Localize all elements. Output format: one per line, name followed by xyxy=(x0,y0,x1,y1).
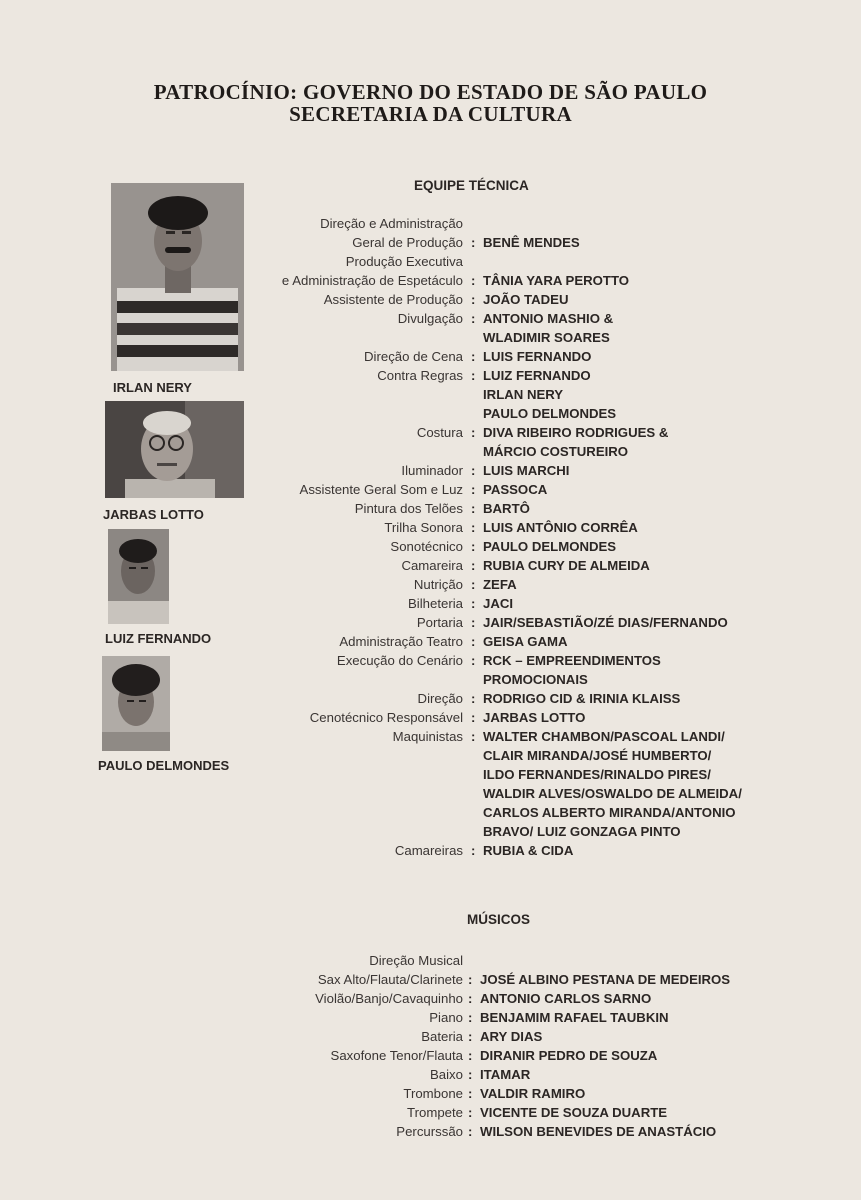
credit-separator: : xyxy=(468,1048,473,1063)
credit-name: RCK – EMPREENDIMENTOS xyxy=(483,653,661,668)
credit-role: Geral de Produção xyxy=(352,235,463,250)
credit-separator: : xyxy=(471,615,476,630)
credit-separator: : xyxy=(471,273,476,288)
credit-row xyxy=(0,328,861,347)
credit-name: JACI xyxy=(483,596,514,611)
credit-row xyxy=(0,518,861,537)
credit-separator: : xyxy=(471,596,476,611)
credit-name: TÂNIA YARA PEROTTO xyxy=(483,273,630,288)
credit-row xyxy=(0,480,861,499)
credit-role: Direção xyxy=(417,691,463,706)
credit-role: Assistente Geral Som e Luz xyxy=(299,482,463,497)
credit-row xyxy=(0,1065,861,1084)
credit-separator: : xyxy=(471,520,476,535)
credit-separator: : xyxy=(471,482,476,497)
credit-row xyxy=(0,309,861,328)
credit-name: LUIS FERNANDO xyxy=(483,349,592,364)
credit-role: Direção e Administração xyxy=(320,216,463,231)
credit-separator: : xyxy=(468,1105,473,1120)
credit-name: BRAVO/ LUIZ GONZAGA PINTO xyxy=(483,824,681,839)
credit-role: Maquinistas xyxy=(392,729,463,744)
credit-name: WILSON BENEVIDES DE ANASTÁCIO xyxy=(480,1124,717,1139)
credit-role: Trilha Sonora xyxy=(384,520,463,535)
credit-separator: : xyxy=(468,1124,473,1139)
credit-name: WLADIMIR SOARES xyxy=(483,330,610,345)
sponsor-heading: PATROCÍNIO: GOVERNO DO ESTADO DE SÃO PAULO xyxy=(153,80,708,104)
credit-name: PAULO DELMONDES xyxy=(483,406,617,421)
credit-separator: : xyxy=(471,710,476,725)
credit-row xyxy=(0,632,861,651)
credit-name: LUIZ FERNANDO xyxy=(483,368,591,383)
credit-name: JOSÉ ALBINO PESTANA DE MEDEIROS xyxy=(480,972,731,987)
credit-name: RODRIGO CID & IRINIA KLAISS xyxy=(483,691,681,706)
credit-separator: : xyxy=(471,558,476,573)
credit-name: VALDIR RAMIRO xyxy=(480,1086,586,1101)
credit-row xyxy=(0,651,861,670)
credit-role: Administração Teatro xyxy=(339,634,463,649)
credit-name: BARTÔ xyxy=(483,501,530,516)
credit-name: IRLAN NERY xyxy=(483,387,564,402)
credit-row xyxy=(0,385,861,404)
credit-separator: : xyxy=(468,1067,473,1082)
photo-caption: PAULO DELMONDES xyxy=(98,758,230,773)
credit-name: PASSOCA xyxy=(483,482,548,497)
credit-separator: : xyxy=(471,634,476,649)
credit-separator: : xyxy=(468,1010,473,1025)
credit-name: ILDO FERNANDES/RINALDO PIRES/ xyxy=(483,767,711,782)
credit-role: Percurssão xyxy=(396,1124,463,1139)
credit-name: LUIS MARCHI xyxy=(483,463,570,478)
credit-separator: : xyxy=(471,292,476,307)
credit-name: PROMOCIONAIS xyxy=(483,672,588,687)
credit-row xyxy=(0,708,861,727)
credit-row xyxy=(0,803,861,822)
credit-role: Iluminador xyxy=(401,463,463,478)
credit-separator: : xyxy=(468,991,473,1006)
credit-row xyxy=(0,499,861,518)
credit-role: Contra Regras xyxy=(377,368,463,383)
credit-row xyxy=(0,1103,861,1122)
credit-row xyxy=(0,951,861,970)
credit-row xyxy=(0,556,861,575)
credit-name: CLAIR MIRANDA/JOSÉ HUMBERTO/ xyxy=(483,748,712,763)
credit-row xyxy=(0,271,861,290)
credit-role: e Administração de Espetáculo xyxy=(281,273,463,288)
credit-role: Violão/Banjo/Cavaquinho xyxy=(315,991,463,1006)
credit-separator: : xyxy=(471,843,476,858)
credit-name: CARLOS ALBERTO MIRANDA/ANTONIO xyxy=(483,805,736,820)
credit-name: ITAMAR xyxy=(480,1067,531,1082)
credit-role: Execução do Cenário xyxy=(336,653,463,668)
credit-row xyxy=(0,1027,861,1046)
musicos-title: MÚSICOS xyxy=(467,912,531,927)
credit-role: Saxofone Tenor/Flauta xyxy=(330,1048,463,1063)
credit-name: PAULO DELMONDES xyxy=(483,539,617,554)
equipe-tecnica-title: EQUIPE TÉCNICA xyxy=(414,178,529,193)
photo-caption: JARBAS LOTTO xyxy=(103,507,204,522)
credit-name: JARBAS LOTTO xyxy=(483,710,586,725)
credit-separator: : xyxy=(471,235,476,250)
credit-row xyxy=(0,404,861,423)
credit-name: DIVA RIBEIRO RODRIGUES & xyxy=(483,425,669,440)
credit-row xyxy=(0,1008,861,1027)
equipe-tecnica-list xyxy=(0,214,861,860)
credit-row xyxy=(0,461,861,480)
credit-role: Camareira xyxy=(401,558,463,573)
credit-role: Direção Musical xyxy=(369,953,463,968)
credit-name: ANTONIO CARLOS SARNO xyxy=(480,991,652,1006)
credit-row xyxy=(0,613,861,632)
credit-separator: : xyxy=(468,972,473,987)
credit-row xyxy=(0,575,861,594)
credit-name: BENÊ MENDES xyxy=(483,235,580,250)
credit-role: Direção de Cena xyxy=(364,349,463,364)
credit-name: DIRANIR PEDRO DE SOUZA xyxy=(480,1048,658,1063)
credit-separator: : xyxy=(471,349,476,364)
credit-name: RUBIA & CIDA xyxy=(483,843,574,858)
credit-row xyxy=(0,746,861,765)
credit-role: Divulgação xyxy=(397,311,463,326)
credit-row xyxy=(0,233,861,252)
credit-separator: : xyxy=(471,729,476,744)
credit-role: Bateria xyxy=(421,1029,463,1044)
credit-separator: : xyxy=(471,691,476,706)
credit-role: Assistente de Produção xyxy=(323,292,463,307)
credit-role: Sonotécnico xyxy=(390,539,463,554)
credit-separator: : xyxy=(471,463,476,478)
credit-row xyxy=(0,594,861,613)
credit-separator: : xyxy=(471,539,476,554)
credit-role: Bilheteria xyxy=(408,596,463,611)
credit-row xyxy=(0,347,861,366)
credit-role: Trombone xyxy=(403,1086,463,1101)
credit-row xyxy=(0,1122,861,1141)
credit-role: Nutrição xyxy=(413,577,463,592)
credit-name: MÁRCIO COSTUREIRO xyxy=(483,444,629,459)
secretariat-heading: SECRETARIA DA CULTURA xyxy=(289,102,572,126)
credit-name: JAIR/SEBASTIÃO/ZÉ DIAS/FERNANDO xyxy=(483,615,728,630)
credit-row xyxy=(0,290,861,309)
credit-role: Cenotécnico Responsável xyxy=(309,710,463,725)
credit-row xyxy=(0,1046,861,1065)
photo-caption: LUIZ FERNANDO xyxy=(105,631,212,646)
photo-caption: IRLAN NERY xyxy=(113,380,192,395)
credit-separator: : xyxy=(468,1029,473,1044)
credit-name: RUBIA CURY DE ALMEIDA xyxy=(483,558,650,573)
credit-separator: : xyxy=(471,653,476,668)
credit-name: WALTER CHAMBON/PASCOAL LANDI/ xyxy=(483,729,725,744)
credit-role: Produção Executiva xyxy=(345,254,463,269)
credit-role: Sax Alto/Flauta/Clarinete xyxy=(317,972,463,987)
credit-row xyxy=(0,537,861,556)
credit-role: Portaria xyxy=(416,615,463,630)
credit-role: Baixo xyxy=(430,1067,463,1082)
credit-row xyxy=(0,670,861,689)
credit-separator: : xyxy=(471,311,476,326)
credit-row xyxy=(0,727,861,746)
credit-separator: : xyxy=(468,1086,473,1101)
credit-role: Piano xyxy=(429,1010,463,1025)
credit-row xyxy=(0,442,861,461)
credit-row xyxy=(0,841,861,860)
credit-name: BENJAMIM RAFAEL TAUBKIN xyxy=(480,1010,669,1025)
credit-name: GEISA GAMA xyxy=(483,634,568,649)
credit-name: WALDIR ALVES/OSWALDO DE ALMEIDA/ xyxy=(483,786,742,801)
credit-row xyxy=(0,822,861,841)
credit-row xyxy=(0,423,861,442)
musicos-list xyxy=(0,951,861,1141)
credit-name: ZEFA xyxy=(483,577,517,592)
credit-row xyxy=(0,784,861,803)
credit-name: VICENTE DE SOUZA DUARTE xyxy=(480,1105,668,1120)
credit-role: Costura xyxy=(416,425,463,440)
credit-name: ANTONIO MASHIO & xyxy=(483,311,614,326)
credit-row xyxy=(0,252,861,271)
credit-separator: : xyxy=(471,425,476,440)
credit-role: Camareiras xyxy=(394,843,463,858)
credit-row xyxy=(0,366,861,385)
credit-separator: : xyxy=(471,577,476,592)
credit-row xyxy=(0,765,861,784)
credit-row xyxy=(0,214,861,233)
credit-name: LUIS ANTÔNIO CORRÊA xyxy=(483,520,638,535)
credit-role: Trompete xyxy=(407,1105,463,1120)
credit-name: ARY DIAS xyxy=(480,1029,543,1044)
credit-separator: : xyxy=(471,501,476,516)
credit-row xyxy=(0,970,861,989)
credit-role: Pintura dos Telões xyxy=(354,501,463,516)
credit-row xyxy=(0,1084,861,1103)
credit-row xyxy=(0,689,861,708)
credit-row xyxy=(0,989,861,1008)
credit-separator: : xyxy=(471,368,476,383)
credit-name: JOÃO TADEU xyxy=(483,292,569,307)
